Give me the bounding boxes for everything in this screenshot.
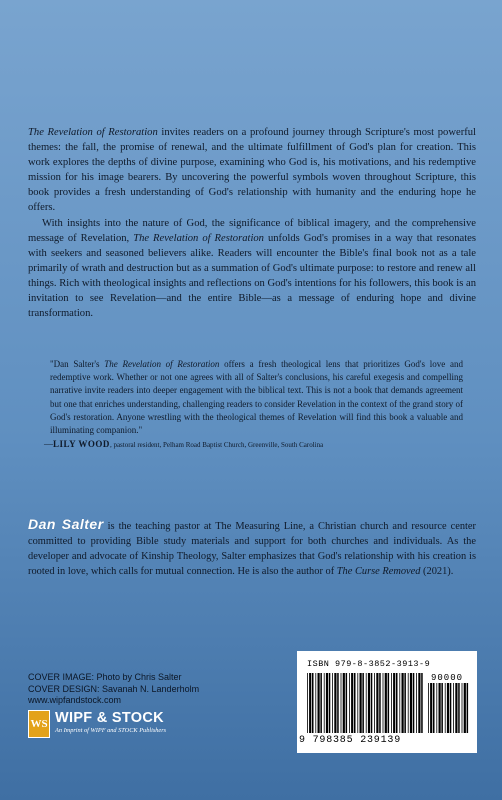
barcode-bar [379, 673, 381, 733]
barcode-bars [307, 673, 423, 733]
barcode-bar [408, 673, 409, 733]
barcode-bar [413, 673, 415, 733]
isbn-label: ISBN 979-8-3852-3913-9 [307, 659, 431, 669]
barcode-bar [337, 673, 339, 733]
barcode-bar [410, 673, 412, 733]
barcode-bar [404, 673, 406, 733]
barcode-bar [441, 683, 443, 733]
barcode-bar [368, 673, 370, 733]
barcode-bar [332, 673, 333, 733]
barcode-bar [455, 683, 457, 733]
barcode-bar [309, 673, 311, 733]
barcode-bar [334, 673, 336, 733]
description-text: With insights into the nature of God, the significance of biblical imagery, and the comprehensive message of Revelation, [28, 218, 476, 245]
barcode-bar [329, 673, 331, 733]
barcode-bar [447, 683, 449, 733]
barcode-bar [362, 673, 364, 733]
barcode-bar [439, 683, 441, 733]
publisher-logo [28, 710, 208, 738]
barcode-bar [436, 683, 437, 733]
barcode-bar [371, 673, 373, 733]
barcode-bar [396, 673, 398, 733]
barcode-bar [326, 673, 328, 733]
publisher-mark-icon: WS [28, 710, 50, 738]
barcode-bar [388, 673, 390, 733]
author-bio: Dan Salter is the teaching pastor at The Measuring Line, a Christian church and resource center committed to providing Bible study materials and support for both churches and individuals. As the developer and advocate of Kinship Theology, Salter emphasizes that God's relationship with his creation is rooted in love, which calls for mutual connection. He is also the author of The Curse Removed (2021). [28, 516, 476, 577]
barcode-bar [464, 683, 466, 733]
book-title-italic: The Revelation of Restoration [28, 127, 158, 138]
barcode-bar [343, 673, 345, 733]
endorsement-quote: "Dan Salter's The Revelation of Restoration offers a fresh theological lens that prioritizes God's love and redemptive work. Whether or not one agrees with all of Salter's conclusions, his careful exegesis and compelling narrative invite readers into deeper engagement with the biblical text. This is not a book that demands agreement but one that enriches understanding, challenging readers to consider Revelation in the context of the grand story of God's restoration. Anyone wrestling with the theological themes of Revelation will find this book a valuable and illuminating companion." [50, 359, 463, 436]
barcode-bar [307, 673, 308, 733]
publisher-website: www.wipfandstock.com [28, 695, 122, 705]
author-bio-text: is the teaching pastor at The Measuring Line, a Christian church and resource center committed to providing Bible study materials and support for both churches and individuals. As the developer and advocate of Kinship Theology, Salter emphasizes that God's relationship with his creation is rooted in love, which calls for mutual connection. He is also the author of [28, 521, 476, 577]
other-book-title: The Curse Removed [336, 566, 421, 577]
barcode-bar [416, 673, 417, 733]
barcode-bar [453, 683, 454, 733]
publisher-tagline: An Imprint of WIPF and STOCK Publishers [55, 727, 167, 734]
endorser-role: , pastoral resident, Pelham Road Baptist Church, Greenville, South Carolina [109, 441, 324, 450]
description-paragraph-2 [28, 217, 476, 321]
barcode-bar [346, 673, 348, 733]
barcode-bar [366, 673, 367, 733]
barcode-bar [354, 673, 356, 733]
description-paragraph-1 [28, 126, 476, 215]
barcode-bar [315, 673, 316, 733]
barcode-bar [399, 673, 400, 733]
description-text: invites readers on a profound journey through Scripture's most powerful themes: the fall, the promise of renewal, and the ultimate fulfillment of God's plan for creation. This work explores the depths of divine purpose, examining who God is, his motivations, and his redemptive mission for his image bearers. By uncovering the powerful symbols woven throughout Scripture, this book provides a fresh understanding of God's relationship with humanity and the enduring hope he offers. [28, 127, 476, 213]
barcode-bar [351, 673, 353, 733]
barcode-bar [324, 673, 325, 733]
barcode-bar [445, 683, 446, 733]
barcode-bar [349, 673, 350, 733]
endorsement [44, 358, 463, 452]
barcode-bar [385, 673, 387, 733]
book-title-italic: The Revelation of Restoration [104, 359, 220, 369]
barcode-bar [428, 683, 429, 733]
book-description [28, 126, 476, 322]
endorsement-attribution: —LILY WOOD, pastoral resident, Pelham Road Baptist Church, Greenville, South Carolina [44, 439, 324, 450]
barcode-bar [421, 673, 423, 733]
barcode-bar [402, 673, 404, 733]
barcode-bar [383, 673, 384, 733]
barcode-bar [418, 673, 420, 733]
cover-design-credit: COVER DESIGN: Savanah N. Landerholm [28, 683, 200, 694]
description-text: unfolds God's promises in a way that resonates with seekers and seasoned believers alike. Readers will encounter the Bible's final book not as a tale primarily of wrath and destruction but as a summation of God's ultimate purpose: to restore and renew all things. Rich with theological insights and reflections on God's intentions for his followers, this book is an invitation to see Revelation—and the entire Bible—as a message of enduring hope and divine transformation. [28, 233, 476, 319]
barcode-bar [467, 683, 469, 733]
barcode-bar [318, 673, 320, 733]
cover-credits [28, 672, 199, 707]
barcode-bar [462, 683, 463, 733]
barcode-bar [458, 683, 460, 733]
barcode-bar [430, 683, 432, 733]
barcode-bar [393, 673, 395, 733]
isbn-barcode [297, 651, 477, 753]
barcode-bar [450, 683, 452, 733]
barcode-bar [357, 673, 358, 733]
barcode-bar [374, 673, 375, 733]
barcode-addon-number: 90000 [431, 673, 464, 683]
barcode-bar [312, 673, 314, 733]
barcode-bar [391, 673, 392, 733]
barcode-bar [320, 673, 322, 733]
author-name: Dan Salter [28, 516, 104, 532]
barcode-bar [376, 673, 378, 733]
book-title-italic: The Revelation of Restoration [133, 233, 264, 245]
endorser-name: LILY WOOD [53, 439, 110, 450]
publisher-name: WIPF & STOCK [55, 710, 164, 726]
barcode-addon-bars [428, 683, 470, 733]
cover-image-credit: COVER IMAGE: Photo by Chris Salter [28, 672, 182, 682]
barcode-bar [360, 673, 362, 733]
barcode-bar [433, 683, 435, 733]
barcode-digits: 9 798385 239139 [299, 735, 402, 746]
barcode-bar [341, 673, 342, 733]
